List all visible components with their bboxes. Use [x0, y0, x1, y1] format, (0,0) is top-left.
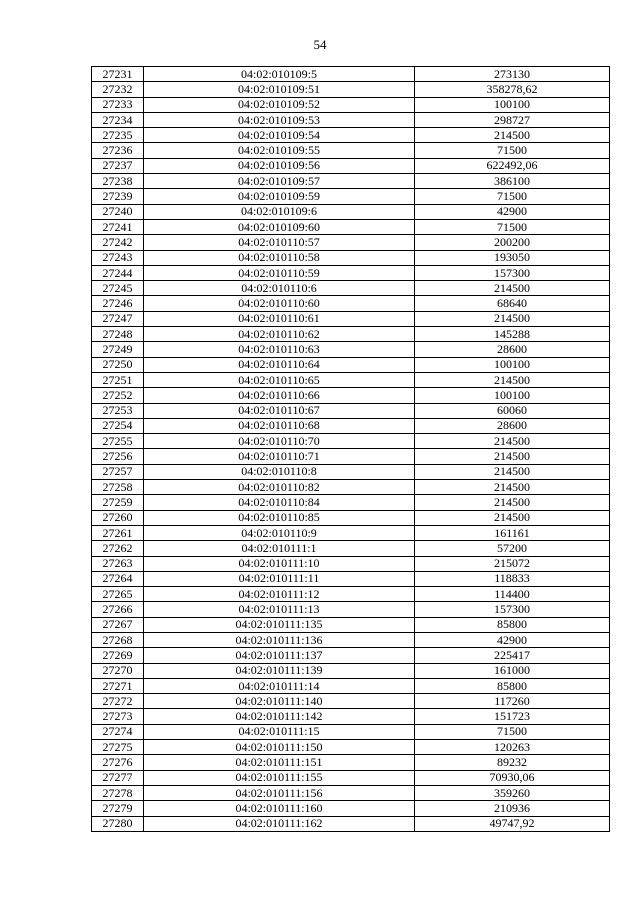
cadastral-number-cell: 04:02:010111:12 — [144, 587, 415, 602]
value-cell: 214500 — [415, 510, 610, 525]
cadastral-number-cell: 04:02:010111:155 — [144, 770, 415, 785]
row-number-cell: 27260 — [92, 510, 144, 525]
table-row — [92, 617, 610, 632]
table-row — [92, 143, 610, 158]
value-cell: 214500 — [415, 464, 610, 479]
table-row — [92, 464, 610, 479]
cadastral-number-cell: 04:02:010111:140 — [144, 694, 415, 709]
value-cell: 114400 — [415, 587, 610, 602]
value-cell: 100100 — [415, 357, 610, 372]
row-number-cell: 27266 — [92, 602, 144, 617]
cadastral-number-cell: 04:02:010110:6 — [144, 281, 415, 296]
table-row — [92, 250, 610, 265]
table-row — [92, 801, 610, 816]
row-number-cell: 27274 — [92, 724, 144, 739]
value-cell: 70930,06 — [415, 770, 610, 785]
table-body — [92, 67, 610, 832]
value-cell: 120263 — [415, 740, 610, 755]
row-number-cell: 27272 — [92, 694, 144, 709]
cadastral-number-cell: 04:02:010110:8 — [144, 464, 415, 479]
value-cell: 71500 — [415, 219, 610, 234]
cadastral-number-cell: 04:02:010109:59 — [144, 189, 415, 204]
value-cell: 214500 — [415, 434, 610, 449]
cadastral-number-cell: 04:02:010111:160 — [144, 801, 415, 816]
row-number-cell: 27239 — [92, 189, 144, 204]
row-number-cell: 27244 — [92, 265, 144, 280]
cadastral-number-cell: 04:02:010110:70 — [144, 434, 415, 449]
row-number-cell: 27262 — [92, 541, 144, 556]
table-row — [92, 525, 610, 540]
value-cell: 214500 — [415, 495, 610, 510]
table-row — [92, 235, 610, 250]
page-number: 54 — [313, 37, 327, 52]
row-number-cell: 27258 — [92, 480, 144, 495]
table-row — [92, 357, 610, 372]
value-cell: 200200 — [415, 235, 610, 250]
value-cell: 215072 — [415, 556, 610, 571]
row-number-cell: 27264 — [92, 571, 144, 586]
table-row — [92, 112, 610, 127]
value-cell: 214500 — [415, 281, 610, 296]
value-cell: 100100 — [415, 388, 610, 403]
table-row — [92, 770, 610, 785]
table-row — [92, 128, 610, 143]
table-row — [92, 97, 610, 112]
value-cell: 60060 — [415, 403, 610, 418]
value-cell: 42900 — [415, 632, 610, 647]
row-number-cell: 27240 — [92, 204, 144, 219]
value-cell: 42900 — [415, 204, 610, 219]
value-cell: 273130 — [415, 67, 610, 82]
cadastral-number-cell: 04:02:010111:136 — [144, 632, 415, 647]
value-cell: 358278,62 — [415, 82, 610, 97]
table-row — [92, 434, 610, 449]
value-cell: 622492,06 — [415, 158, 610, 173]
table-row — [92, 480, 610, 495]
value-cell: 161161 — [415, 525, 610, 540]
cadastral-number-cell: 04:02:010110:71 — [144, 449, 415, 464]
cadastral-number-cell: 04:02:010109:6 — [144, 204, 415, 219]
row-number-cell: 27273 — [92, 709, 144, 724]
cadastral-number-cell: 04:02:010110:66 — [144, 388, 415, 403]
row-number-cell: 27256 — [92, 449, 144, 464]
table-row — [92, 709, 610, 724]
row-number-cell: 27251 — [92, 372, 144, 387]
value-cell: 85800 — [415, 678, 610, 693]
table-row — [92, 204, 610, 219]
cadastral-number-cell: 04:02:010111:150 — [144, 740, 415, 755]
cadastral-number-cell: 04:02:010109:52 — [144, 97, 415, 112]
table-row — [92, 740, 610, 755]
table-row — [92, 67, 610, 82]
table-row — [92, 418, 610, 433]
cadastral-number-cell: 04:02:010110:84 — [144, 495, 415, 510]
cadastral-number-cell: 04:02:010111:135 — [144, 617, 415, 632]
cadastral-number-cell: 04:02:010110:64 — [144, 357, 415, 372]
cadastral-number-cell: 04:02:010110:57 — [144, 235, 415, 250]
cadastral-number-cell: 04:02:010111:156 — [144, 785, 415, 800]
table-row — [92, 785, 610, 800]
value-cell: 298727 — [415, 112, 610, 127]
cadastral-number-cell: 04:02:010109:60 — [144, 219, 415, 234]
row-number-cell: 27245 — [92, 281, 144, 296]
cadastral-number-cell: 04:02:010109:51 — [144, 82, 415, 97]
cadastral-number-cell: 04:02:010110:85 — [144, 510, 415, 525]
table-row — [92, 541, 610, 556]
cadastral-number-cell: 04:02:010109:57 — [144, 174, 415, 189]
cadastral-number-cell: 04:02:010109:53 — [144, 112, 415, 127]
row-number-cell: 27248 — [92, 327, 144, 342]
cadastral-number-cell: 04:02:010109:5 — [144, 67, 415, 82]
row-number-cell: 27233 — [92, 97, 144, 112]
cadastral-number-cell: 04:02:010110:63 — [144, 342, 415, 357]
cadastral-number-cell: 04:02:010110:58 — [144, 250, 415, 265]
cadastral-number-cell: 04:02:010110:60 — [144, 296, 415, 311]
value-cell: 71500 — [415, 724, 610, 739]
table-row — [92, 82, 610, 97]
table-row — [92, 342, 610, 357]
cadastral-number-cell: 04:02:010109:55 — [144, 143, 415, 158]
row-number-cell: 27277 — [92, 770, 144, 785]
value-cell: 225417 — [415, 648, 610, 663]
row-number-cell: 27242 — [92, 235, 144, 250]
row-number-cell: 27249 — [92, 342, 144, 357]
table-row — [92, 403, 610, 418]
value-cell: 214500 — [415, 449, 610, 464]
row-number-cell: 27280 — [92, 816, 144, 831]
cadastral-number-cell: 04:02:010110:61 — [144, 311, 415, 326]
value-cell: 214500 — [415, 372, 610, 387]
table-row — [92, 311, 610, 326]
value-cell: 89232 — [415, 755, 610, 770]
row-number-cell: 27241 — [92, 219, 144, 234]
row-number-cell: 27234 — [92, 112, 144, 127]
value-cell: 118833 — [415, 571, 610, 586]
row-number-cell: 27268 — [92, 632, 144, 647]
table-row — [92, 510, 610, 525]
table-row — [92, 632, 610, 647]
value-cell: 359260 — [415, 785, 610, 800]
row-number-cell: 27267 — [92, 617, 144, 632]
value-cell: 145288 — [415, 327, 610, 342]
row-number-cell: 27278 — [92, 785, 144, 800]
value-cell: 28600 — [415, 418, 610, 433]
cadastral-number-cell: 04:02:010109:54 — [144, 128, 415, 143]
row-number-cell: 27246 — [92, 296, 144, 311]
cadastral-number-cell: 04:02:010110:62 — [144, 327, 415, 342]
table-row — [92, 724, 610, 739]
row-number-cell: 27238 — [92, 174, 144, 189]
row-number-cell: 27243 — [92, 250, 144, 265]
table-row — [92, 816, 610, 831]
value-cell: 117260 — [415, 694, 610, 709]
cadastral-number-cell: 04:02:010111:139 — [144, 663, 415, 678]
cadastral-number-cell: 04:02:010111:10 — [144, 556, 415, 571]
row-number-cell: 27247 — [92, 311, 144, 326]
cadastral-number-cell: 04:02:010111:162 — [144, 816, 415, 831]
table-row — [92, 265, 610, 280]
cadastral-number-cell: 04:02:010110:67 — [144, 403, 415, 418]
row-number-cell: 27270 — [92, 663, 144, 678]
row-number-cell: 27279 — [92, 801, 144, 816]
value-cell: 49747,92 — [415, 816, 610, 831]
table-row — [92, 296, 610, 311]
row-number-cell: 27257 — [92, 464, 144, 479]
value-cell: 157300 — [415, 265, 610, 280]
row-number-cell: 27269 — [92, 648, 144, 663]
table-row — [92, 189, 610, 204]
cadastral-number-cell: 04:02:010111:11 — [144, 571, 415, 586]
row-number-cell: 27259 — [92, 495, 144, 510]
cadastral-number-cell: 04:02:010111:142 — [144, 709, 415, 724]
table-row — [92, 372, 610, 387]
value-cell: 193050 — [415, 250, 610, 265]
table-row — [92, 571, 610, 586]
cadastral-number-cell: 04:02:010110:59 — [144, 265, 415, 280]
table-row — [92, 694, 610, 709]
table-row — [92, 495, 610, 510]
row-number-cell: 27255 — [92, 434, 144, 449]
row-number-cell: 27263 — [92, 556, 144, 571]
row-number-cell: 27236 — [92, 143, 144, 158]
row-number-cell: 27254 — [92, 418, 144, 433]
table-row — [92, 587, 610, 602]
row-number-cell: 27265 — [92, 587, 144, 602]
value-cell: 214500 — [415, 480, 610, 495]
value-cell: 71500 — [415, 143, 610, 158]
row-number-cell: 27275 — [92, 740, 144, 755]
cadastral-number-cell: 04:02:010111:1 — [144, 541, 415, 556]
value-cell: 28600 — [415, 342, 610, 357]
cadastral-number-cell: 04:02:010111:14 — [144, 678, 415, 693]
row-number-cell: 27271 — [92, 678, 144, 693]
table-row — [92, 449, 610, 464]
cadastral-number-cell: 04:02:010109:56 — [144, 158, 415, 173]
cadastral-number-cell: 04:02:010110:9 — [144, 525, 415, 540]
value-cell: 151723 — [415, 709, 610, 724]
value-cell: 157300 — [415, 602, 610, 617]
value-cell: 210936 — [415, 801, 610, 816]
value-cell: 214500 — [415, 128, 610, 143]
table-row — [92, 648, 610, 663]
cadastral-number-cell: 04:02:010110:82 — [144, 480, 415, 495]
cadastral-number-cell: 04:02:010111:137 — [144, 648, 415, 663]
cadastral-value-table — [91, 66, 610, 832]
table-row — [92, 678, 610, 693]
table-row — [92, 755, 610, 770]
row-number-cell: 27231 — [92, 67, 144, 82]
row-number-cell: 27235 — [92, 128, 144, 143]
value-cell: 71500 — [415, 189, 610, 204]
table-row — [92, 663, 610, 678]
value-cell: 100100 — [415, 97, 610, 112]
row-number-cell: 27261 — [92, 525, 144, 540]
table-row — [92, 556, 610, 571]
value-cell: 68640 — [415, 296, 610, 311]
value-cell: 57200 — [415, 541, 610, 556]
table-row — [92, 219, 610, 234]
value-cell: 161000 — [415, 663, 610, 678]
table-row — [92, 327, 610, 342]
table-row — [92, 281, 610, 296]
cadastral-number-cell: 04:02:010111:151 — [144, 755, 415, 770]
cadastral-number-cell: 04:02:010110:68 — [144, 418, 415, 433]
value-cell: 386100 — [415, 174, 610, 189]
row-number-cell: 27253 — [92, 403, 144, 418]
row-number-cell: 27237 — [92, 158, 144, 173]
value-cell: 214500 — [415, 311, 610, 326]
cadastral-number-cell: 04:02:010110:65 — [144, 372, 415, 387]
table-row — [92, 388, 610, 403]
cadastral-number-cell: 04:02:010111:13 — [144, 602, 415, 617]
table-row — [92, 174, 610, 189]
row-number-cell: 27250 — [92, 357, 144, 372]
table-row — [92, 602, 610, 617]
row-number-cell: 27232 — [92, 82, 144, 97]
cadastral-number-cell: 04:02:010111:15 — [144, 724, 415, 739]
row-number-cell: 27276 — [92, 755, 144, 770]
row-number-cell: 27252 — [92, 388, 144, 403]
table-row — [92, 158, 610, 173]
value-cell: 85800 — [415, 617, 610, 632]
